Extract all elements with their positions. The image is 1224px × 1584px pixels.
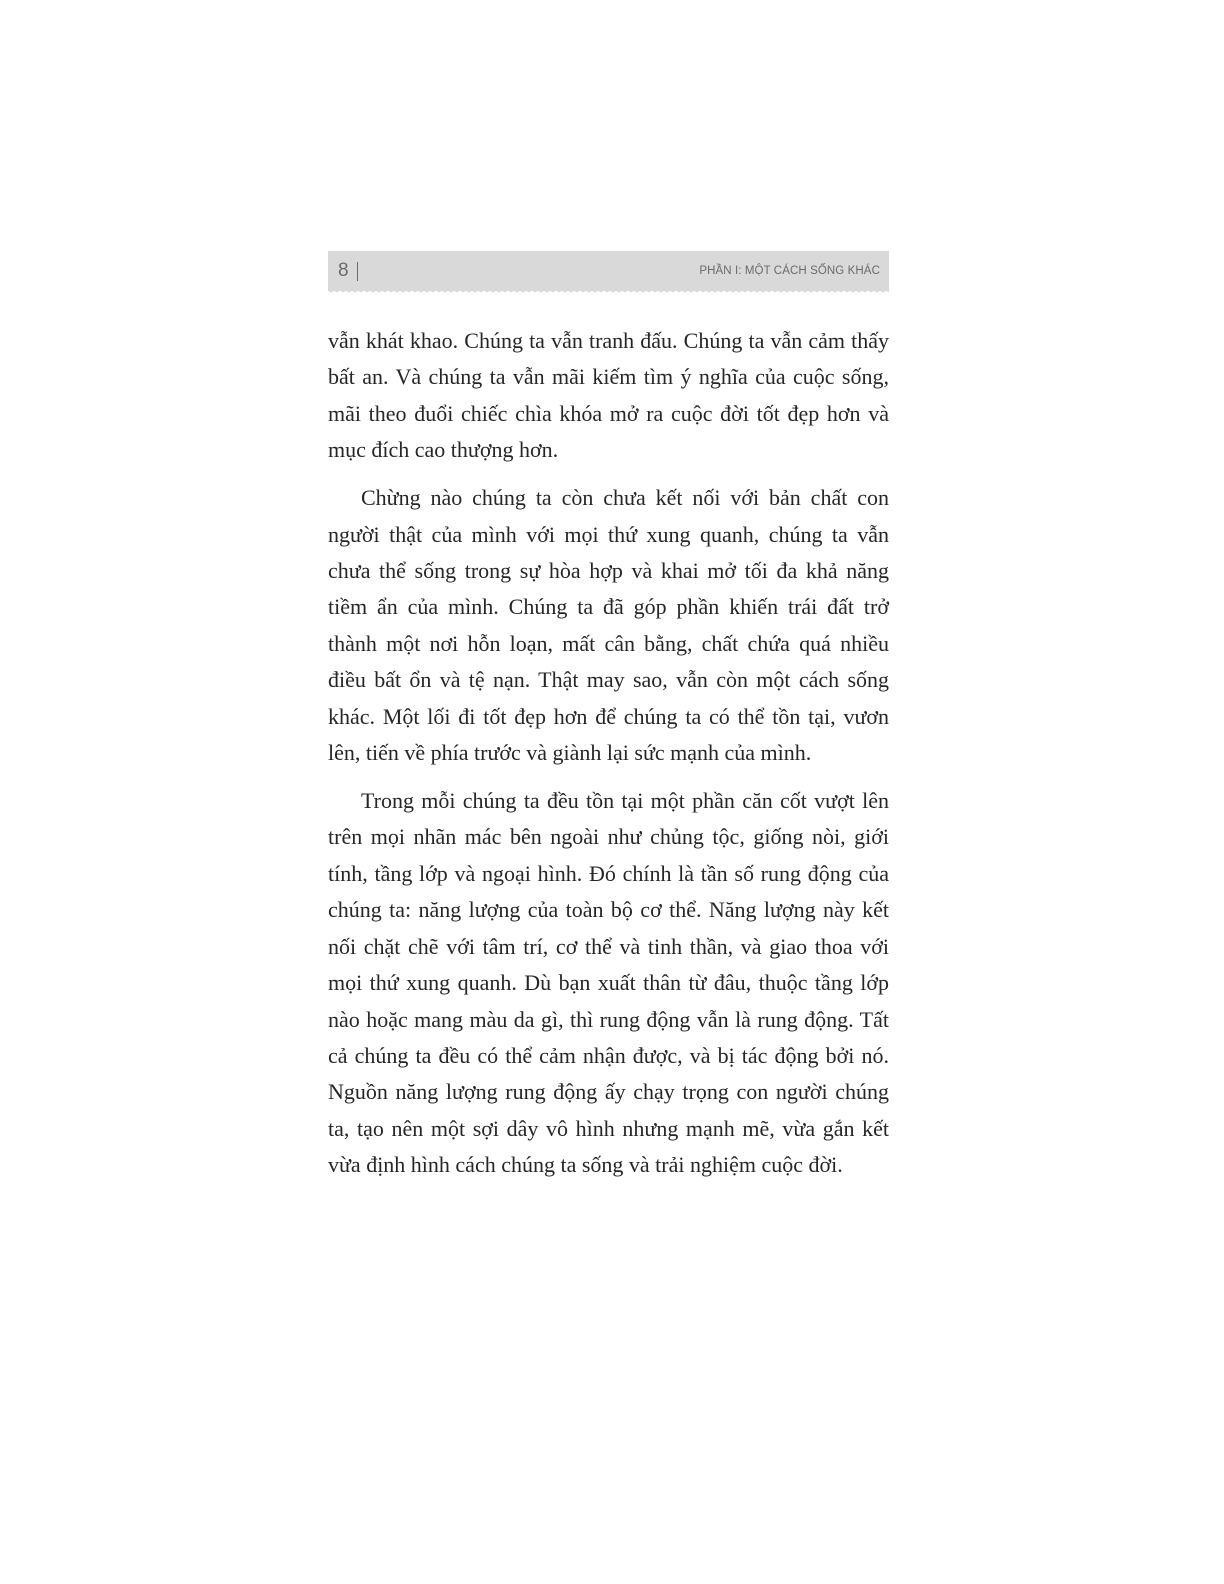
page-number: 8 <box>338 260 349 281</box>
header-divider <box>357 262 358 281</box>
paragraph: Trong mỗi chúng ta đều tồn tại một phần căn cốt vượt lên trên mọi nhãn mác bên ngoài như chủng tộc, giống nòi, giới tính, tầng lớp và ngoại hình. Đó chính là tần số rung động của chúng ta: năng lượng của toàn bộ cơ thể. Năng lượng này kết nối chặt chẽ với tâm trí, cơ thể và tinh thần, và giao thoa với mọi thứ xung quanh. Dù bạn xuất thân từ đâu, thuộc tầng lớp nào hoặc mang màu da gì, thì rung động vẫn là rung động. Tất cả chúng ta đều có thể cảm nhận được, và bị tác động bởi nó. Nguồn năng lượng rung động ấy chạy trọng con người chúng ta, tạo nên một sợi dây vô hình nhưng mạnh mẽ, vừa gắn kết vừa định hình cách chúng ta sống và trải nghiệm cuộc đời. <box>328 788 889 1178</box>
chapter-title: PHẦN I: MỘT CÁCH SỐNG KHÁC <box>699 265 880 277</box>
running-header <box>328 251 889 291</box>
paragraph: Chừng nào chúng ta còn chưa kết nối với bản chất con người thật của mình với mọi thứ xung quanh, chúng ta vẫn chưa thể sống trong sự hòa hợp và khai mở tối đa khả năng tiềm ẩn của mình. Chúng ta đã góp phần khiến trái đất trở thành một nơi hỗn loạn, mất cân bằng, chất chứa quá nhiều điều bất ổn và tệ nạn. Thật may sao, vẫn còn một cách sống khác. Một lối đi tốt đẹp hơn để chúng ta có thể tồn tại, vươn lên, tiến về phía trước và giành lại sức mạnh của mình. <box>328 485 889 766</box>
paragraph-continued: vẫn khát khao. Chúng ta vẫn tranh đấu. Chúng ta vẫn cảm thấy bất an. Và chúng ta vẫn mãi kiếm tìm ý nghĩa của cuộc sống, mãi theo đuổi chiếc chìa khóa mở ra cuộc đời tốt đẹp hơn và mục đích cao thượng hơn. <box>328 328 889 463</box>
body-text <box>328 323 889 1195</box>
